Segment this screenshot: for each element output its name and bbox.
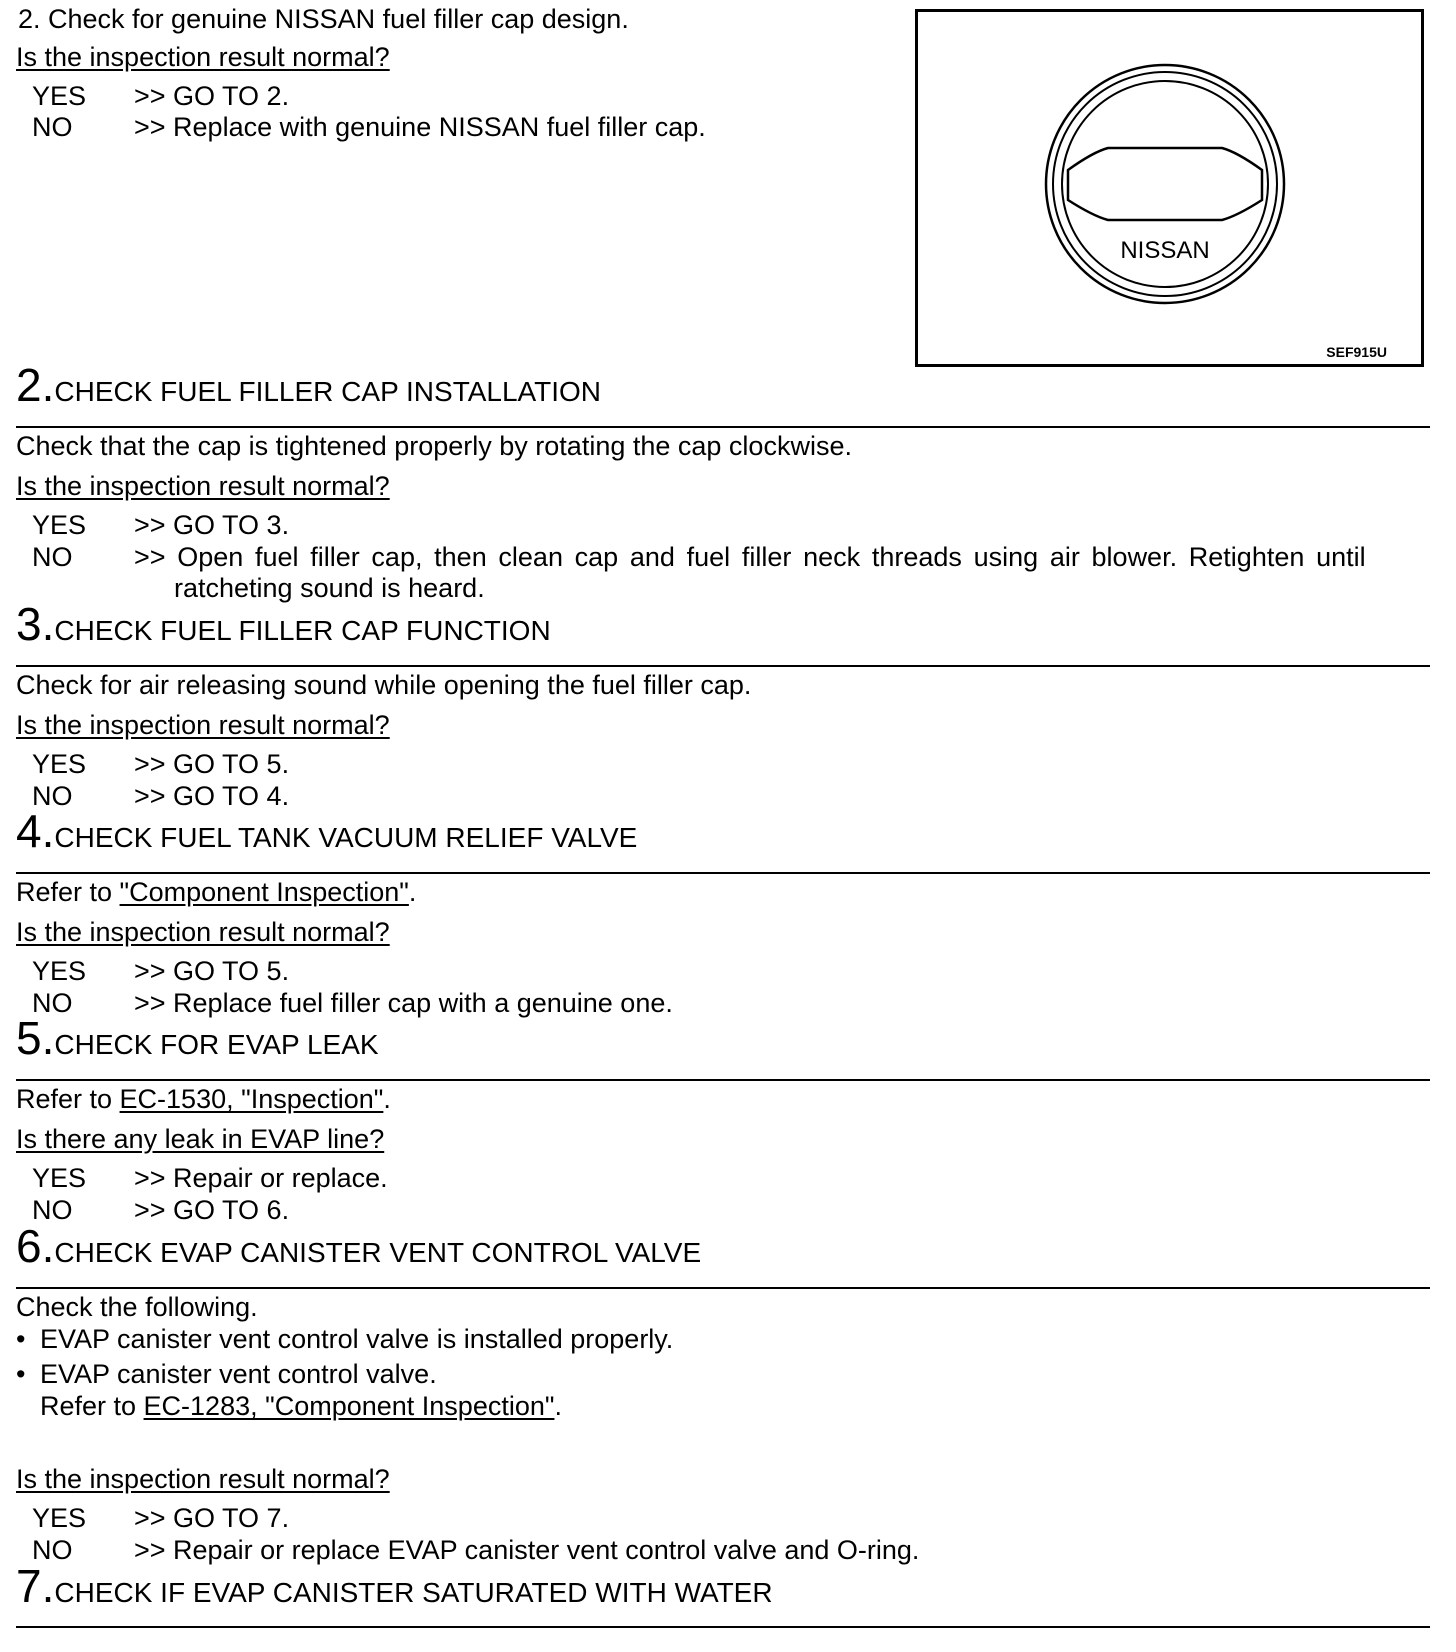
step-2-body: Check that the cap is tightened properly by rotating the cap clockwise. [16, 431, 852, 461]
step-number: 2. [16, 359, 55, 411]
divider [16, 665, 1430, 667]
step-number: 5. [16, 1012, 55, 1064]
step-3-header [16, 598, 551, 650]
body-suffix: . [408, 877, 417, 907]
step-7-header [16, 1560, 773, 1612]
no-action: >> Repair or replace EVAP canister vent control valve and O-ring. [134, 1535, 920, 1565]
figure-code: SEF915U [1326, 344, 1387, 360]
step-title: CHECK FUEL FILLER CAP INSTALLATION [54, 376, 602, 407]
yes-label: YES [32, 749, 87, 779]
step-2-question: Is the inspection result normal? [16, 471, 390, 501]
step-4-question: Is the inspection result normal? [16, 917, 390, 947]
step-6-body: Check the following. [16, 1292, 258, 1322]
bullet-item [16, 1324, 674, 1355]
no-label: NO [32, 542, 73, 572]
step-5-header [16, 1012, 379, 1064]
cap-brand-text: NISSAN [1120, 237, 1210, 264]
component-inspection-link[interactable]: "Component Inspection" [119, 877, 409, 907]
yes-action: >> GO TO 5. [134, 749, 290, 779]
bullet-text: EVAP canister vent control valve. [40, 1359, 437, 1389]
yes-label: YES [32, 1163, 87, 1193]
body-prefix: Refer to [16, 1084, 120, 1114]
step-title: CHECK IF EVAP CANISTER SATURATED WITH WATER [54, 1577, 773, 1608]
divider [16, 1287, 1430, 1289]
divider [16, 426, 1430, 428]
ec-1530-inspection-link[interactable]: EC-1530, "Inspection" [119, 1084, 384, 1114]
sub-prefix: Refer to [40, 1391, 144, 1421]
step-6-sub-reference [40, 1391, 562, 1422]
yes-label: YES [32, 510, 87, 540]
step-3-question: Is the inspection result normal? [16, 710, 390, 740]
yes-action: >> GO TO 2. [134, 81, 290, 111]
bullet-dot-icon: • [16, 1324, 26, 1354]
step-6-question: Is the inspection result normal? [16, 1464, 390, 1494]
no-label: NO [32, 781, 73, 811]
step-4-header [16, 805, 638, 857]
divider [16, 1079, 1430, 1081]
no-label: NO [32, 1535, 73, 1565]
bullet-dot-icon: • [16, 1359, 26, 1389]
step-number: 4. [16, 805, 55, 857]
no-label: NO [32, 112, 73, 142]
step-6-header [16, 1220, 702, 1272]
yes-action: >> GO TO 3. [134, 510, 290, 540]
step-3-body: Check for air releasing sound while opening the fuel filler cap. [16, 670, 752, 700]
step-number: 3. [16, 598, 55, 650]
no-action: >> GO TO 6. [134, 1195, 290, 1225]
bullet-text: EVAP canister vent control valve is installed properly. [40, 1324, 674, 1354]
no-label: NO [32, 1195, 73, 1225]
yes-label: YES [32, 956, 87, 986]
step-4-body [16, 877, 416, 908]
step-number: 7. [16, 1560, 55, 1612]
step-number: 6. [16, 1220, 55, 1272]
divider [16, 872, 1430, 874]
sub-suffix: . [554, 1391, 562, 1421]
fuel-cap-illustration [918, 12, 1421, 364]
yes-action: >> GO TO 5. [134, 956, 290, 986]
step-5-body [16, 1084, 391, 1115]
divider [16, 1626, 1430, 1628]
step-2-no-action-continued: ratcheting sound is heard. [174, 573, 485, 603]
step-title: CHECK FUEL TANK VACUUM RELIEF VALVE [54, 822, 638, 853]
no-action: >> Open fuel filler cap, then clean cap and fuel filler neck threads using air blower. Retighten until [134, 542, 1366, 572]
bullet-item [16, 1359, 437, 1390]
step-2-header [16, 359, 602, 411]
body-suffix: . [383, 1084, 391, 1114]
step-5-question: Is there any leak in EVAP line? [16, 1124, 385, 1154]
ec-1283-component-inspection-link[interactable]: EC-1283, "Component Inspection" [143, 1391, 555, 1421]
body-prefix: Refer to [16, 877, 120, 907]
step-title: CHECK FUEL FILLER CAP FUNCTION [54, 615, 551, 646]
intro-step-line: 2. Check for genuine NISSAN fuel filler cap design. [18, 4, 629, 34]
yes-action: >> Repair or replace. [134, 1163, 388, 1193]
yes-label: YES [32, 81, 87, 111]
no-label: NO [32, 988, 73, 1018]
intro-question: Is the inspection result normal? [16, 42, 390, 72]
fuel-cap-figure [915, 9, 1424, 367]
no-action: >> Replace with genuine NISSAN fuel filler cap. [134, 112, 706, 142]
no-action: >> Replace fuel filler cap with a genuine one. [134, 988, 673, 1018]
step-title: CHECK FOR EVAP LEAK [54, 1029, 379, 1060]
yes-label: YES [32, 1503, 87, 1533]
no-action: >> GO TO 4. [134, 781, 290, 811]
yes-action: >> GO TO 7. [134, 1503, 290, 1533]
step-title: CHECK EVAP CANISTER VENT CONTROL VALVE [54, 1237, 702, 1268]
